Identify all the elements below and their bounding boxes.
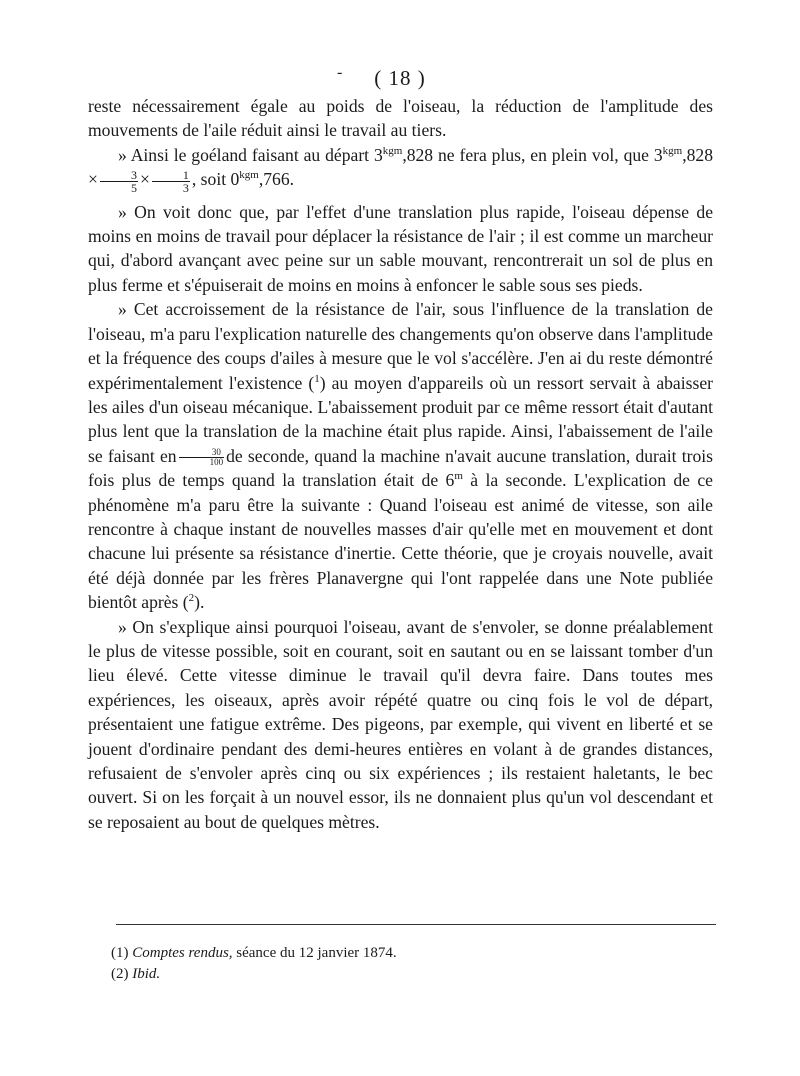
footnote-text: séance du 12 janvier 1874. — [232, 945, 397, 961]
text-run: × — [139, 169, 150, 190]
footnote-title: Comptes rendus, — [132, 945, 233, 961]
footnote-ref: 2 — [188, 592, 195, 605]
text-run: ,828 × — [88, 144, 714, 190]
fraction-denominator: 100 — [209, 457, 224, 468]
paragraph-goeland — [88, 143, 713, 194]
unit-superscript: kgm — [662, 144, 683, 157]
text-run: » Ainsi le goéland faisant au départ 3 — [118, 144, 383, 165]
unit-superscript: m — [454, 470, 463, 483]
footnote-mark: (1) — [111, 945, 129, 961]
text-run: » Cet accroissement de la résistance de l'air, sous l'influence de la translation de l'oiseau, m'a paru l'explication naturelle des changements qu'on observe dans l'amplitude et la fréquence des coups d'ailes à mesure que le vol s'accélère. J'en ai du reste démontré expérimentalement l'existence ( — [88, 299, 713, 393]
footnote-item — [111, 964, 711, 985]
text-run: à la seconde. L'explication de ce phénomène m'a paru être la suivante : Quand l'oiseau est animé de vitesse, son aile rencontre à chaque instant de nouvelles masses d'air qu'elle met en mouvement et dont chacune lui présente sa résistance d'inertie. Cette théorie, que je croyais nouvelle, avait été déjà donnée par les frères Planavergne qui l'ont rappelée dans une Note publiée bientôt après ( — [88, 470, 713, 613]
text-run: ,828 ne fera plus, en plein vol, que 3 — [402, 144, 663, 165]
fraction-numerator: 3 — [100, 169, 138, 182]
text-run: ). — [194, 592, 205, 613]
fraction — [100, 169, 138, 194]
unit-superscript: kgm — [239, 169, 259, 182]
header-mark: - — [337, 64, 344, 81]
paragraph-resistance — [88, 297, 713, 614]
fraction-denominator: 5 — [130, 180, 137, 195]
paragraph-continuation: reste nécessairement égale au poids de l'oiseau, la réduction de l'amplitude des mouvements de l'aile réduit ainsi le travail au tiers. — [88, 96, 713, 141]
footnotes — [111, 943, 711, 985]
fraction — [179, 448, 225, 467]
footnote-item — [111, 943, 711, 964]
footnote-title: Ibid. — [132, 966, 161, 982]
paragraph-envol: » On s'explique ainsi pourquoi l'oiseau, avant de s'envoler, se donne préalablement le plus de vitesse possible, soit en courant, soit en sautant ou en se laissant tomber d'un lieu élevé. Cette vitesse diminue le travail qu'il devra faire. Dans toutes mes expériences, les oiseaux, après avoir répété quatre ou cinq fois le vol de départ, présentaient une fatigue extrême. Des pigeons, par exemple, qui vivent en liberté et se jouent d'ordinaire pendant des demi-heures entières en volant à de grandes distances, refusaient de s'envoler après cinq ou six expériences ; ils restaient haletants, le bec ouvert. Si on les forçait à un nouvel essor, ils ne donnaient plus qu'un vol descendant et se reposaient au bout de quelques mètres. — [88, 616, 713, 832]
body-text — [88, 94, 713, 834]
text-run: , soit 0 — [191, 169, 240, 190]
fraction-numerator: 30 — [179, 448, 225, 458]
fraction — [152, 169, 190, 194]
fraction-denominator: 3 — [182, 180, 189, 195]
footnote-ref: 1 — [314, 372, 320, 385]
page-number: ( 18 ) — [374, 66, 426, 90]
text-run: ) au moyen d'appareils où un ressort servait à abaisser les ailes d'un oiseau mécanique. L'abaissement produit par ce même ressort était d'autant plus lent que la translation de la machine était plus rapide. Ainsi, l'abaissement de l'aile se faisant en — [88, 372, 713, 466]
paragraph-marcheur: » On voit donc que, par l'effet d'une translation plus rapide, l'oiseau dépense de moins en moins de travail pour déplacer la résistance de l'air ; il est comme un marcheur qui, d'abord avançant avec peine sur un sable mouvant, rencontrerait un sol de plus en plus ferme et s'épuiserait de moins en moins à enfoncer le sable sous ses pieds. — [88, 201, 713, 295]
text-run: de seconde, quand la machine n'avait aucune translation, durait trois fois plus de temps quand la translation était de 6 — [88, 445, 713, 491]
footnote-mark: (2) — [111, 966, 129, 982]
page-header — [0, 66, 800, 91]
footnote-divider — [116, 924, 716, 925]
unit-superscript: kgm — [382, 144, 403, 157]
text-run: ,766. — [258, 169, 295, 190]
fraction-numerator: 1 — [152, 169, 190, 182]
